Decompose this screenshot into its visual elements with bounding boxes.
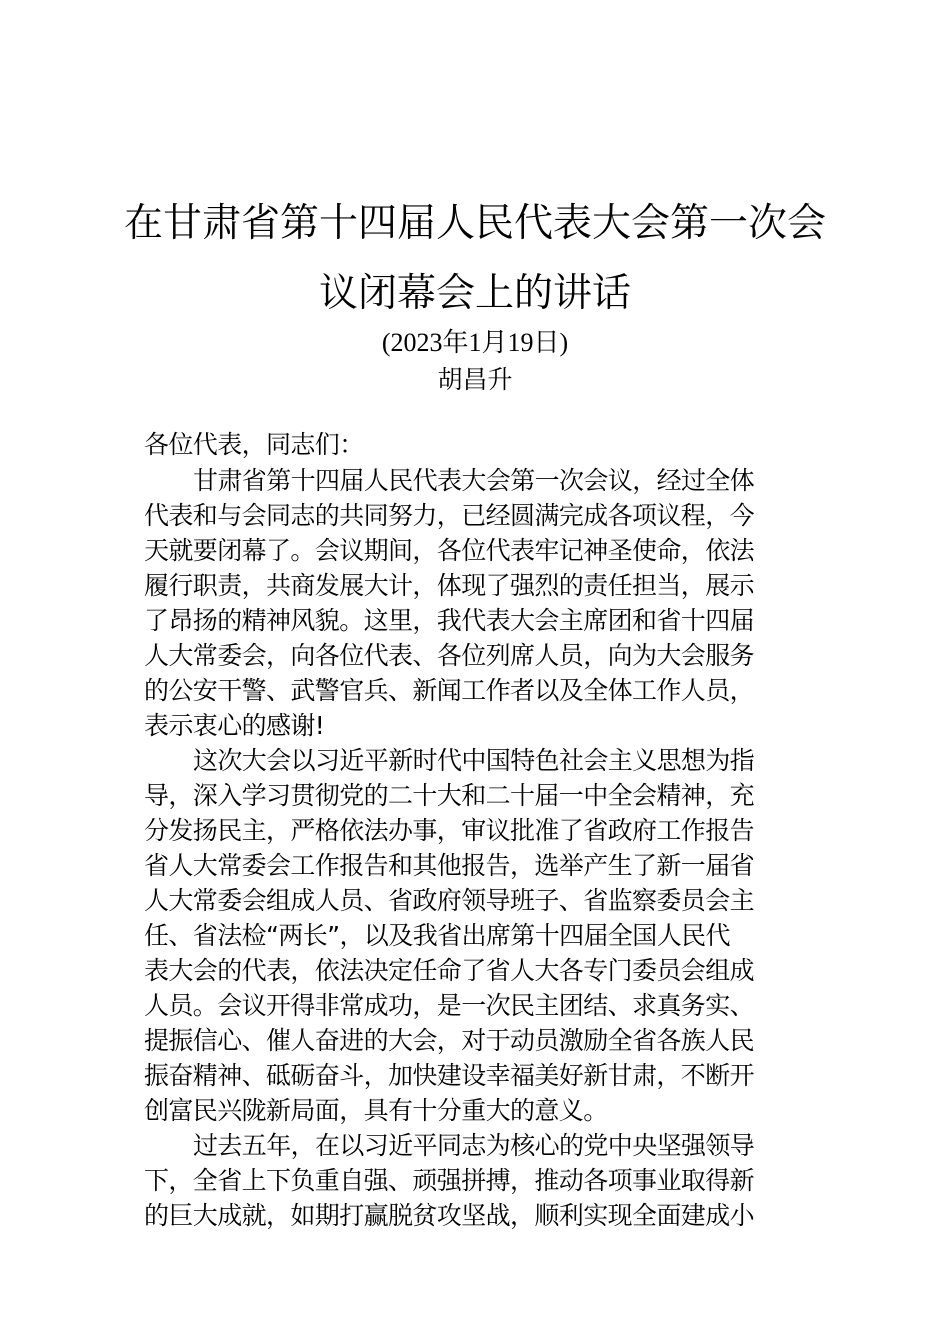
body-line: 提振信心、催人奋进的大会，对于动员激励全省各族人民 <box>144 1026 755 1055</box>
body-line: 表示衷心的感谢! <box>144 711 325 740</box>
body-line: 天就要闭幕了。会议期间，各位代表牢记神圣使命，依法 <box>144 536 755 565</box>
body-line: 了昂扬的精神风貌。这里，我代表大会主席团和省十四届 <box>144 606 755 635</box>
body-line: 人大常委会组成人员、省政府领导班子、省监察委员会主 <box>144 886 755 915</box>
salutation: 各位代表，同志们： <box>144 430 364 459</box>
body-line: 分发扬民主，严格依法办事，审议批准了省政府工作报告 <box>144 816 755 845</box>
body-line: 过去五年，在以习近平同志为核心的党中央坚强领导 <box>193 1131 755 1160</box>
body-line: 人员。会议开得非常成功，是一次民主团结、求真务实、 <box>144 991 755 1020</box>
body-line: 的公安干警、武警官兵、新闻工作者以及全体工作人员， <box>144 676 755 705</box>
body-line: 创富民兴陇新局面，具有十分重大的意义。 <box>144 1096 608 1125</box>
document-author: 胡昌升 <box>437 365 513 394</box>
document-title-line-2: 议闭幕会上的讲话 <box>318 271 631 316</box>
document-title-line-1: 在甘肃省第十四届人民代表大会第一次会 <box>123 201 826 246</box>
body-line: 人大常委会，向各位代表、各位列席人员，向为大会服务 <box>144 641 755 670</box>
body-line: 甘肃省第十四届人民代表大会第一次会议，经过全体 <box>193 466 755 495</box>
body-line: 代表和与会同志的共同努力，已经圆满完成各项议程，今 <box>144 501 755 530</box>
body-line: 任、省法检“两长”，以及我省出席第十四届全国人民代 <box>144 921 730 950</box>
body-line: 表大会的代表，依法决定任命了省人大各专门委员会组成 <box>144 956 755 985</box>
body-line: 履行职责，共商发展大计，体现了强烈的责任担当，展示 <box>144 571 755 600</box>
body-line: 振奋精神、砥砺奋斗，加快建设幸福美好新甘肃，不断开 <box>144 1061 755 1090</box>
body-line: 这次大会以习近平新时代中国特色社会主义思想为指 <box>193 746 755 775</box>
body-line: 的巨大成就，如期打赢脱贫攻坚战，顺利实现全面建成小 <box>144 1201 755 1230</box>
body-line: 导，深入学习贯彻党的二十大和二十届一中全会精神，充 <box>144 781 755 810</box>
body-line: 下，全省上下负重自强、顽强拼搏，推动各项事业取得新 <box>144 1166 755 1195</box>
document-date: (2023年1月19日) <box>381 328 569 357</box>
body-line: 省人大常委会工作报告和其他报告，选举产生了新一届省 <box>144 851 755 880</box>
